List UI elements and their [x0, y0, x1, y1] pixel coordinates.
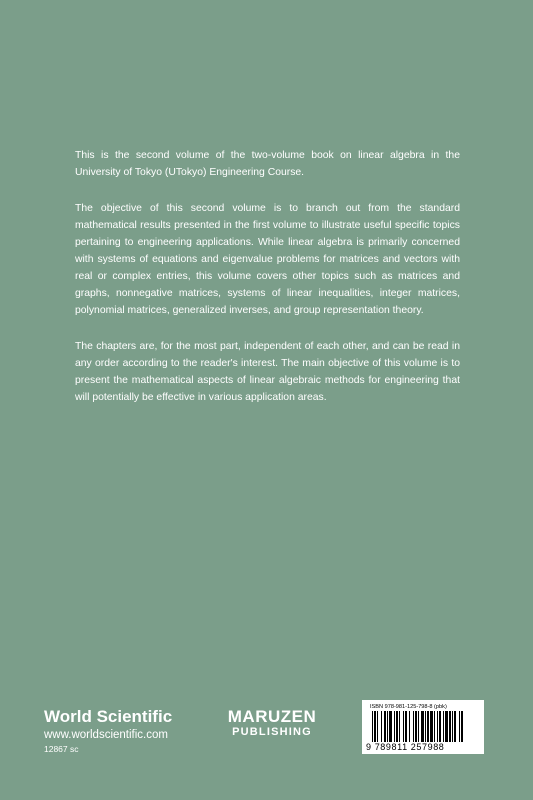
maruzen-publishing-logo — [220, 708, 324, 739]
product-code: 12867 sc — [44, 744, 79, 754]
maruzen-logo-bottom: PUBLISHING — [232, 726, 312, 738]
blurb-paragraph-3: The chapters are, for the most part, independent of each other, and can be read in any order according to the reader's interest. The main objective of this volume is to present the mathematical aspects of linear algebraic methods for engineering that will potentially be effective in various application areas. — [75, 341, 460, 403]
blurb-paragraph-2: The objective of this second volume is to branch out from the standard mathematical results presented in the first volume to illustrate useful specific topics pertaining to engineering applications. While linear algebra is primarily concerned with systems of equations and eigenvalue problems for matrices and vectors with real or complex entries, this volume covers other topics such as matrices and graphs, nonnegative matrices, systems of linear inequalities, integer matrices, polynomial matrices, generalized inverses, and group representation theory. — [75, 203, 460, 316]
back-cover-blurb — [75, 147, 460, 425]
isbn-digits: 9 789811 257988 — [366, 742, 445, 752]
publisher-url: www.worldscientific.com — [44, 729, 168, 741]
isbn-barcode-box — [362, 700, 484, 754]
publisher-name: World Scientific — [44, 707, 173, 726]
blurb-paragraph-1: This is the second volume of the two-volume book on linear algebra in the University of Tokyo (UTokyo) Engineering Course. — [75, 150, 460, 178]
maruzen-logo-top: MARUZEN — [227, 707, 317, 726]
isbn-label: ISBN 978-981-125-798-8 (pbk) — [370, 704, 447, 710]
barcode-icon — [372, 711, 476, 742]
publisher-block — [44, 707, 172, 755]
